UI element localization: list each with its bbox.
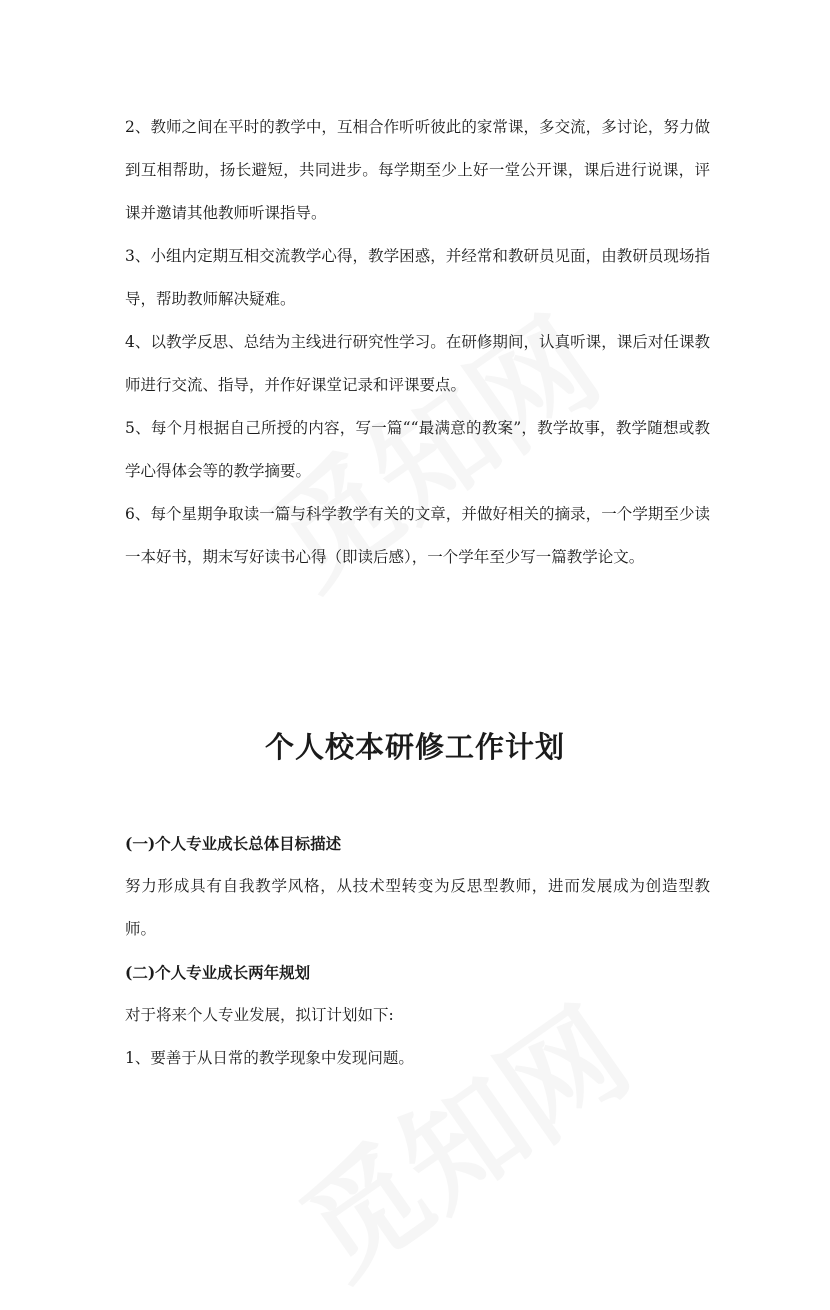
paragraph-item-5: 5、每个月根据自己所授的内容，写一篇““最满意的教案”，教学故事，教学随想或教学心得体会等的教学摘要。 bbox=[125, 419, 710, 480]
section1-heading: (一)个人专业成长总体目标描述 bbox=[125, 834, 342, 853]
paragraph-item-4: 4、以教学反思、总结为主线进行研究性学习。在研修期间，认真听课，课后对任课教师进行交流、指导，并作好课堂记录和评课要点。 bbox=[125, 333, 710, 394]
paragraph-item-3: 3、小组内定期互相交流教学心得，教学困惑，并经常和教研员见面，由教研员现场指导，帮助教师解决疑难。 bbox=[125, 247, 710, 308]
top-paragraphs bbox=[125, 106, 710, 579]
section2-heading: (二)个人专业成长两年规划 bbox=[125, 963, 311, 982]
document-title: 个人校本研修工作计划 bbox=[264, 730, 565, 764]
section2-intro: 对于将来个人专业发展，拟订计划如下: bbox=[125, 1006, 394, 1024]
section1-text: 努力形成具有自我教学风格，从技术型转变为反思型教师，进而发展成为创造型教师。 bbox=[125, 877, 710, 938]
paragraph-item-6: 6、每个星期争取读一篇与科学教学有关的文章，并做好相关的摘录，一个学期至少读一本好书，期末写好读书心得（即读后感），一个学年至少写一篇教学论文。 bbox=[125, 505, 710, 566]
plan-sections bbox=[125, 822, 710, 1080]
paragraph-item-2: 2、教师之间在平时的教学中，互相合作听听彼此的家常课，多交流，多讨论，努力做到互相帮助，扬长避短，共同进步。每学期至少上好一堂公开课，课后进行说课，评课并邀请其他教师听课指导。 bbox=[125, 118, 710, 222]
section2-item-1: 1、要善于从日常的教学现象中发现问题。 bbox=[125, 1049, 414, 1067]
